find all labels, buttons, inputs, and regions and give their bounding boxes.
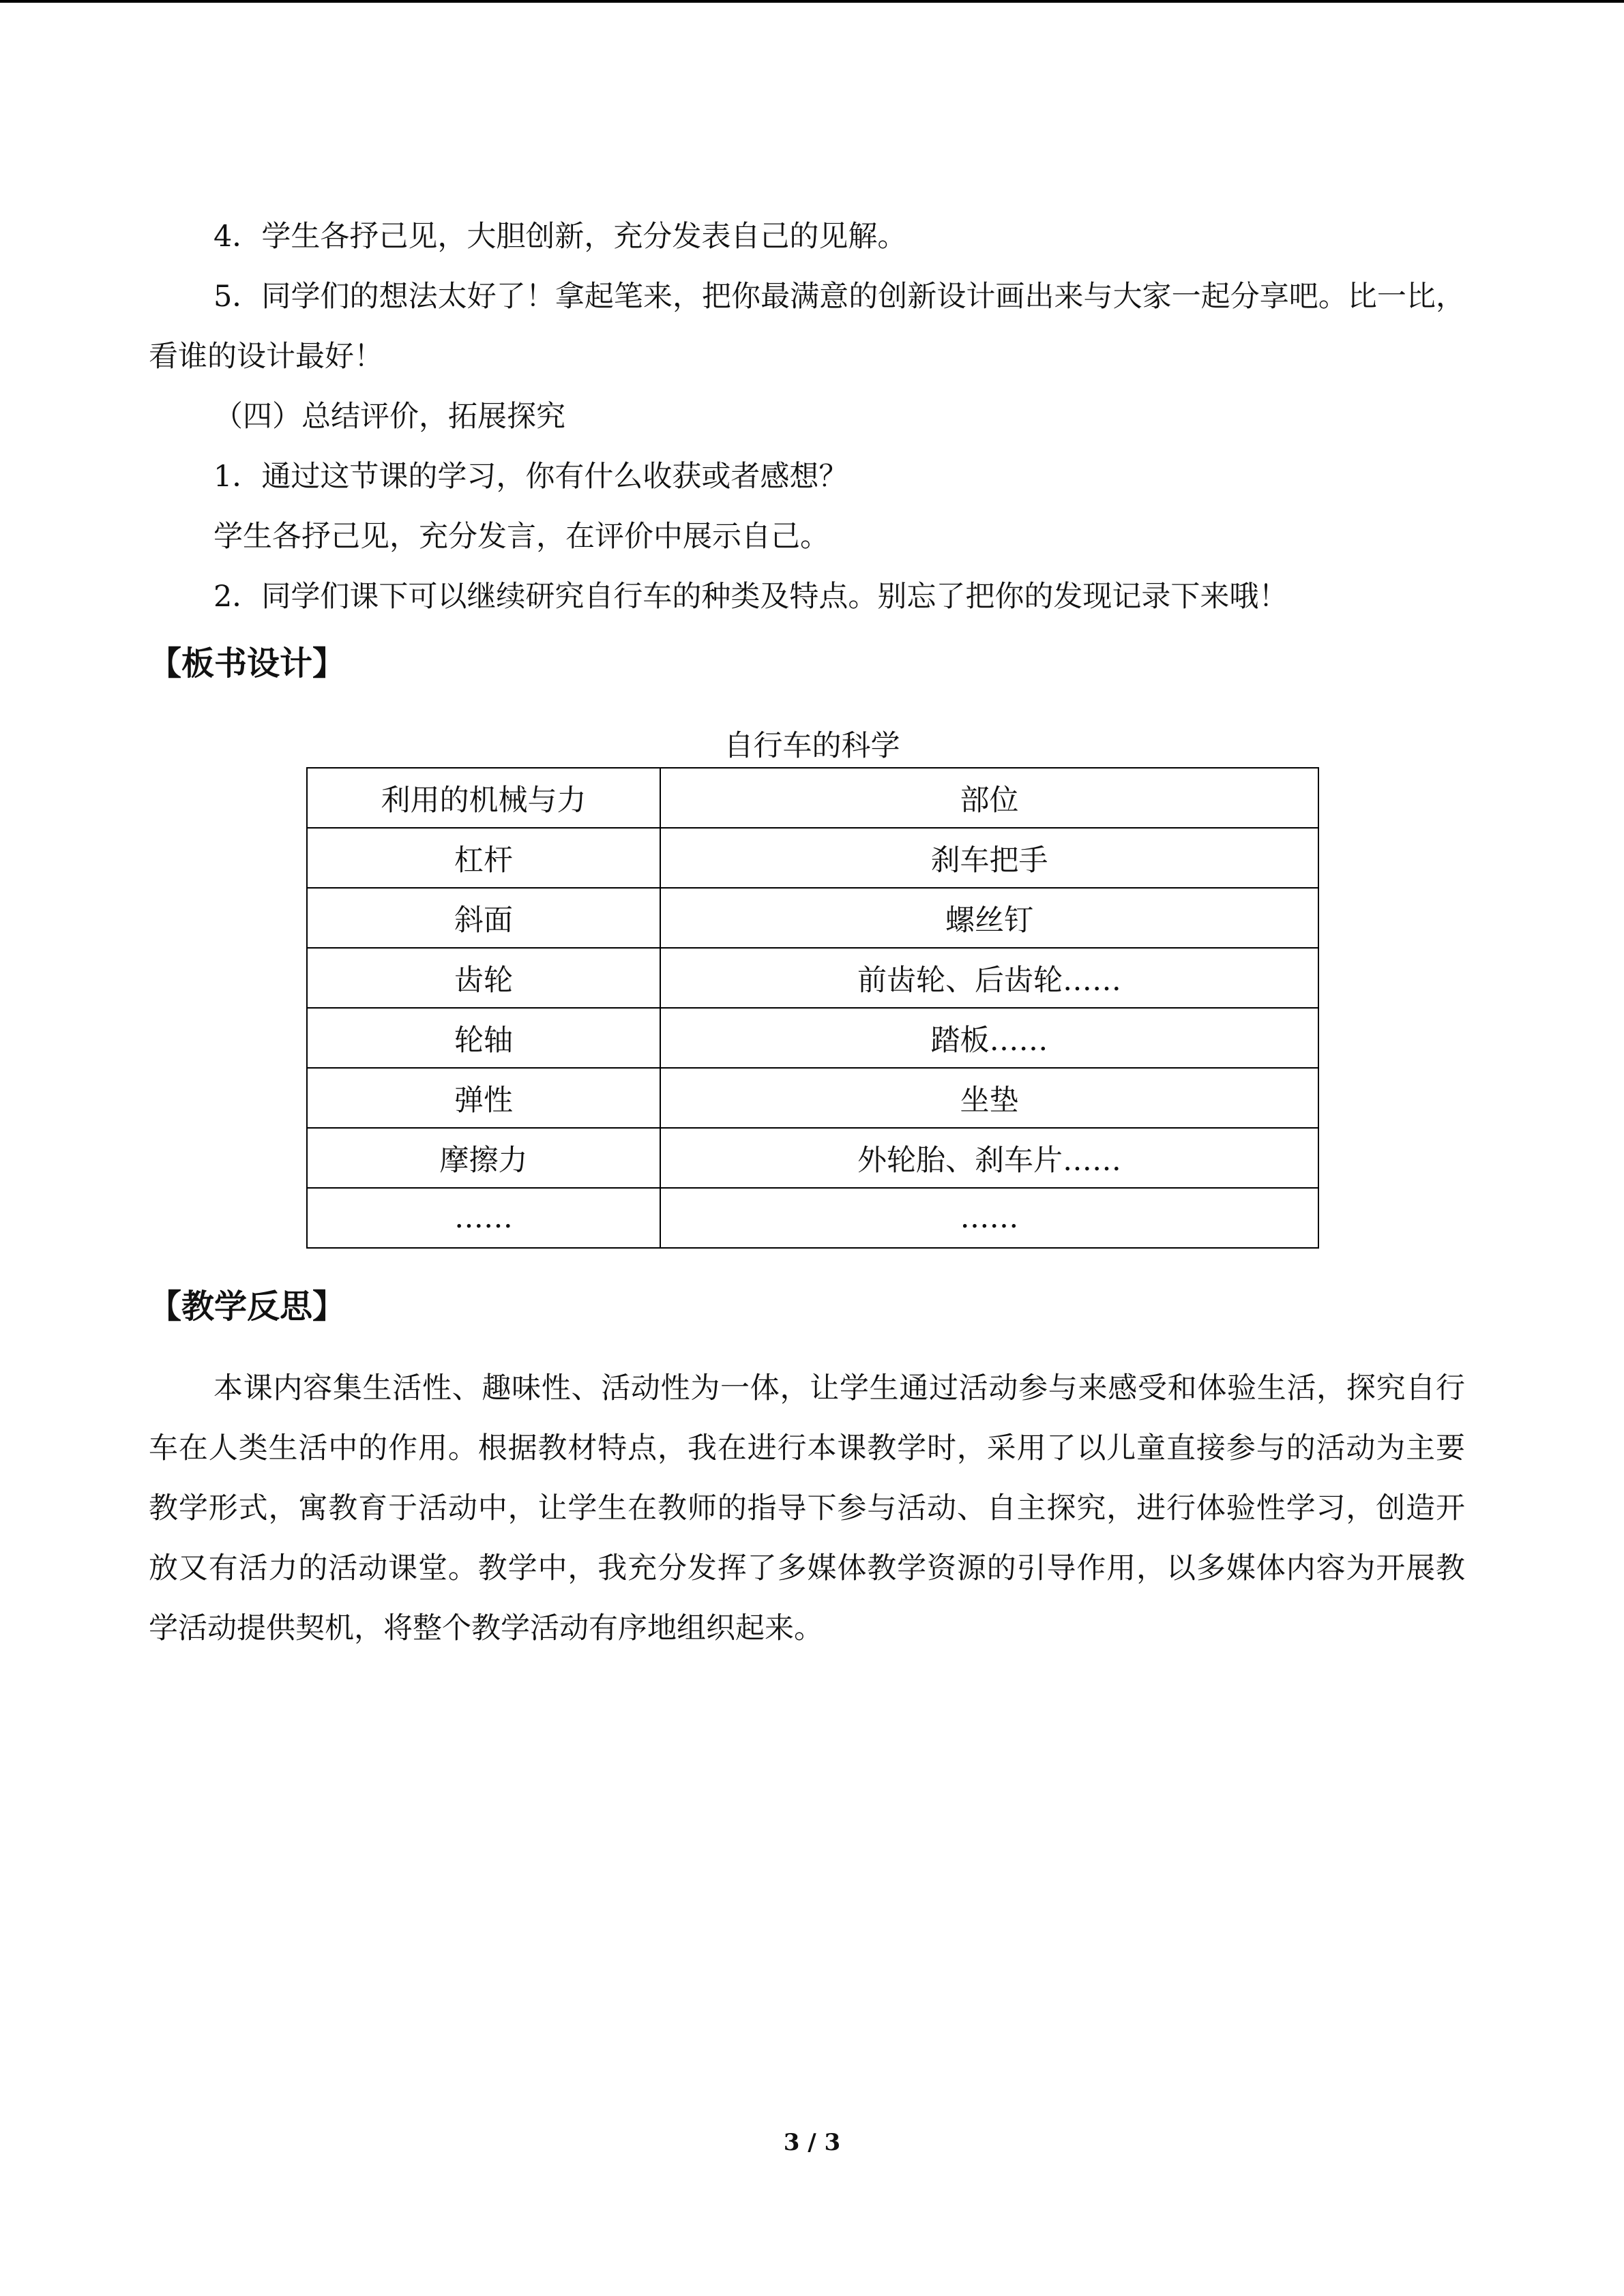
board-design-table: [306, 767, 1319, 1249]
table-header-cell: 部位: [660, 768, 1318, 828]
table-row: [307, 1008, 1318, 1068]
paragraph-section-4-title: （四）总结评价，拓展探究: [213, 400, 565, 434]
table-caption: 自行车的科学: [724, 729, 900, 763]
paragraph-step-4: 4．学生各抒己见，大胆创新，充分发表自己的见解。: [213, 220, 907, 254]
table-cell: 刹车把手: [660, 828, 1318, 888]
table-cell: 杠杆: [307, 828, 660, 888]
table-row: [307, 948, 1318, 1008]
table-header-cell: 利用的机械与力: [307, 768, 660, 828]
table-row: [307, 1068, 1318, 1128]
table-cell: 弹性: [307, 1068, 660, 1128]
paragraph-summary-2: 2．同学们课下可以继续研究自行车的种类及特点。别忘了把你的发现记录下来哦！: [213, 580, 1288, 614]
board-design-heading: 【板书设计】: [149, 644, 346, 683]
table-cell: 前齿轮、后齿轮……: [660, 948, 1318, 1008]
reflection-heading: 【教学反思】: [149, 1287, 346, 1326]
table-cell: 齿轮: [307, 948, 660, 1008]
table-row: [307, 828, 1318, 888]
table-cell: 坐垫: [660, 1068, 1318, 1128]
table-cell: 斜面: [307, 888, 660, 948]
table-row: [307, 1128, 1318, 1188]
table-cell: 螺丝钉: [660, 888, 1318, 948]
table-cell: ……: [660, 1188, 1318, 1248]
reflection-paragraph: 本课内容集生活性、趣味性、活动性为一体，让学生通过活动参与来感受和体验生活，探究自行车在人类生活中的作用。根据教材特点，我在进行本课教学时，采用了以儿童直接参与的活动为主要教学形式，寓教育于活动中，让学生在教师的指导下参与活动、自主探究，进行体验性学习，创造开放又有活力的活动课堂。教学中，我充分发挥了多媒体教学资源的引导作用，以多媒体内容为开展教学活动提供契机，将整个教学活动有序地组织起来。: [149, 1371, 1465, 1645]
table-row: [307, 1188, 1318, 1248]
paragraph-step-5: 5．同学们的想法太好了！拿起笔来，把你最满意的创新设计画出来与大家一起分享吧。比一比，看谁的设计最好！: [149, 280, 1465, 374]
table-cell: 外轮胎、刹车片……: [660, 1128, 1318, 1188]
page-number: 3 / 3: [783, 2129, 841, 2156]
table-cell: 踏板……: [660, 1008, 1318, 1068]
table-row: [307, 888, 1318, 948]
table-header-row: [307, 768, 1318, 828]
table-cell: 摩擦力: [307, 1128, 660, 1188]
table-cell: 轮轴: [307, 1008, 660, 1068]
paragraph-student-response: 学生各抒己见，充分发言，在评价中展示自己。: [213, 520, 829, 554]
page-top-border: [0, 0, 1624, 3]
table-cell: ……: [307, 1188, 660, 1248]
paragraph-summary-1: 1．通过这节课的学习，你有什么收获或者感想？: [213, 460, 848, 494]
